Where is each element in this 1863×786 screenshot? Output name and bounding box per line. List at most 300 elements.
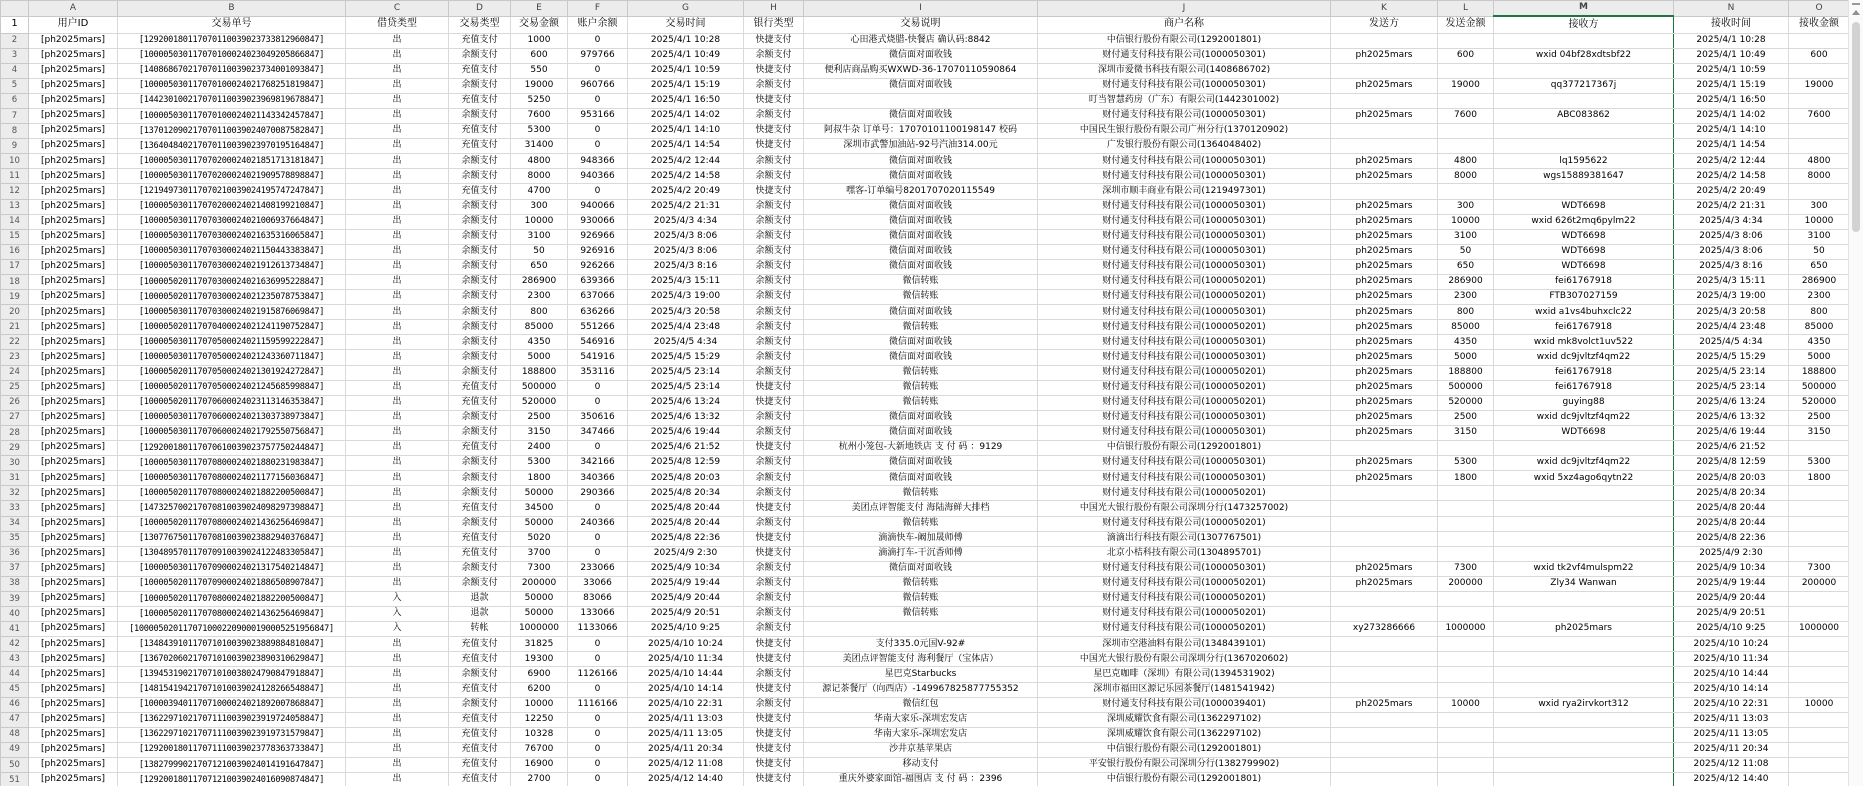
- cell-A5[interactable]: [ph2025mars]: [29, 78, 118, 93]
- cell-B23[interactable]: [100005030117070500024021243360711847]: [118, 350, 346, 365]
- cell-G47[interactable]: 2025/4/11 13:03: [628, 712, 744, 727]
- cell-M20[interactable]: wxid a1vs4buhxclc22: [1494, 305, 1674, 320]
- cell-K32[interactable]: [1331, 486, 1438, 501]
- scrollbar-split-handle[interactable]: [1852, 3, 1860, 5]
- cell-F14[interactable]: 930066: [568, 214, 628, 229]
- cell-K40[interactable]: [1331, 607, 1438, 622]
- cell-N45[interactable]: 2025/4/10 14:14: [1674, 682, 1789, 697]
- cell-I44[interactable]: 星巴克Starbucks: [804, 667, 1038, 682]
- column-letter-M[interactable]: M: [1494, 1, 1674, 17]
- cell-B5[interactable]: [100005030117070100024021768251819847]: [118, 78, 346, 93]
- cell-E40[interactable]: 50000: [511, 607, 568, 622]
- cell-K18[interactable]: ph2025mars: [1331, 275, 1438, 290]
- cell-J21[interactable]: 财付通支付科技有限公司(1000050201): [1038, 320, 1331, 335]
- cell-B20[interactable]: [100005030117070300024021915876069847]: [118, 305, 346, 320]
- cell-N9[interactable]: 2025/4/1 14:54: [1674, 139, 1789, 154]
- cell-K17[interactable]: ph2025mars: [1331, 259, 1438, 274]
- cell-L12[interactable]: [1438, 184, 1494, 199]
- cell-D10[interactable]: 余额支付: [449, 154, 511, 169]
- cell-H20[interactable]: 余额支付: [744, 305, 804, 320]
- cell-O44[interactable]: [1789, 667, 1850, 682]
- cell-N46[interactable]: 2025/4/10 22:31: [1674, 697, 1789, 712]
- cell-G22[interactable]: 2025/4/5 4:34: [628, 335, 744, 350]
- cell-D42[interactable]: 充值支付: [449, 637, 511, 652]
- cell-D2[interactable]: 充值支付: [449, 33, 511, 48]
- row-number[interactable]: 7: [1, 108, 29, 123]
- cell-B29[interactable]: [129200180117070610039023757750244847]: [118, 441, 346, 456]
- cell-L22[interactable]: 4350: [1438, 335, 1494, 350]
- cell-K10[interactable]: ph2025mars: [1331, 154, 1438, 169]
- cell-F48[interactable]: 0: [568, 727, 628, 742]
- cell-L42[interactable]: [1438, 637, 1494, 652]
- cell-B24[interactable]: [100005020117070500024021301924272847]: [118, 365, 346, 380]
- row-number[interactable]: 15: [1, 229, 29, 244]
- cell-H40[interactable]: 余额支付: [744, 607, 804, 622]
- cell-G33[interactable]: 2025/4/8 20:44: [628, 501, 744, 516]
- cell-E35[interactable]: 5020: [511, 531, 568, 546]
- cell-G41[interactable]: 2025/4/10 9:25: [628, 622, 744, 637]
- cell-B43[interactable]: [136702060217071010039023890310629847]: [118, 652, 346, 667]
- cell-H39[interactable]: 余额支付: [744, 591, 804, 606]
- cell-H25[interactable]: 快捷支付: [744, 380, 804, 395]
- cell-E37[interactable]: 7300: [511, 561, 568, 576]
- cell-H6[interactable]: 快捷支付: [744, 93, 804, 108]
- cell-A7[interactable]: [ph2025mars]: [29, 108, 118, 123]
- cell-C5[interactable]: 出: [346, 78, 449, 93]
- cell-M41[interactable]: ph2025mars: [1494, 622, 1674, 637]
- row-number[interactable]: 33: [1, 501, 29, 516]
- cell-K35[interactable]: [1331, 531, 1438, 546]
- row-number[interactable]: 26: [1, 395, 29, 410]
- cell-O43[interactable]: [1789, 652, 1850, 667]
- cell-C7[interactable]: 出: [346, 108, 449, 123]
- row-number[interactable]: 14: [1, 214, 29, 229]
- cell-H48[interactable]: 快捷支付: [744, 727, 804, 742]
- cell-F8[interactable]: 0: [568, 124, 628, 139]
- cell-K16[interactable]: ph2025mars: [1331, 244, 1438, 259]
- cell-K38[interactable]: ph2025mars: [1331, 576, 1438, 591]
- cell-G27[interactable]: 2025/4/6 13:32: [628, 410, 744, 425]
- cell-N15[interactable]: 2025/4/3 8:06: [1674, 229, 1789, 244]
- cell-I4[interactable]: 便利店商品购买WXWD-36-17070110590864: [804, 63, 1038, 78]
- cell-H45[interactable]: 快捷支付: [744, 682, 804, 697]
- cell-G36[interactable]: 2025/4/9 2:30: [628, 546, 744, 561]
- cell-D51[interactable]: 充值支付: [449, 773, 511, 786]
- cell-N42[interactable]: 2025/4/10 10:24: [1674, 637, 1789, 652]
- cell-L43[interactable]: [1438, 652, 1494, 667]
- cell-L24[interactable]: 188800: [1438, 365, 1494, 380]
- cell-N44[interactable]: 2025/4/10 14:44: [1674, 667, 1789, 682]
- column-letter-B[interactable]: B: [118, 1, 346, 17]
- cell-J38[interactable]: 财付通支付科技有限公司(1000050201): [1038, 576, 1331, 591]
- row-number[interactable]: 41: [1, 622, 29, 637]
- cell-N2[interactable]: 2025/4/1 10:28: [1674, 33, 1789, 48]
- cell-M29[interactable]: [1494, 441, 1674, 456]
- cell-A12[interactable]: [ph2025mars]: [29, 184, 118, 199]
- cell-N48[interactable]: 2025/4/11 13:05: [1674, 727, 1789, 742]
- cell-D21[interactable]: 余额支付: [449, 320, 511, 335]
- cell-G25[interactable]: 2025/4/5 23:14: [628, 380, 744, 395]
- cell-M43[interactable]: [1494, 652, 1674, 667]
- row-number[interactable]: 45: [1, 682, 29, 697]
- cell-D23[interactable]: 余额支付: [449, 350, 511, 365]
- cell-G38[interactable]: 2025/4/9 19:44: [628, 576, 744, 591]
- cell-E6[interactable]: 5250: [511, 93, 568, 108]
- cell-B34[interactable]: [100005020117070800024021436256469847]: [118, 516, 346, 531]
- cell-K44[interactable]: [1331, 667, 1438, 682]
- cell-K14[interactable]: ph2025mars: [1331, 214, 1438, 229]
- cell-A25[interactable]: [ph2025mars]: [29, 380, 118, 395]
- cell-O5[interactable]: 19000: [1789, 78, 1850, 93]
- cell-E51[interactable]: 2700: [511, 773, 568, 786]
- cell-C28[interactable]: 出: [346, 425, 449, 440]
- header-cell-F1[interactable]: 账户余额: [568, 16, 628, 33]
- cell-N11[interactable]: 2025/4/2 14:58: [1674, 169, 1789, 184]
- cell-D17[interactable]: 余额支付: [449, 259, 511, 274]
- cell-H33[interactable]: 快捷支付: [744, 501, 804, 516]
- cell-D45[interactable]: 充值支付: [449, 682, 511, 697]
- cell-B32[interactable]: [100005020117070800024021882200500847]: [118, 486, 346, 501]
- cell-K36[interactable]: [1331, 546, 1438, 561]
- cell-M46[interactable]: wxid rya2irvkort312: [1494, 697, 1674, 712]
- cell-H2[interactable]: 快捷支付: [744, 33, 804, 48]
- header-cell-N1[interactable]: 接收时间: [1674, 16, 1789, 33]
- cell-O19[interactable]: 2300: [1789, 290, 1850, 305]
- cell-A43[interactable]: [ph2025mars]: [29, 652, 118, 667]
- cell-J13[interactable]: 财付通支付科技有限公司(1000050301): [1038, 199, 1331, 214]
- cell-L27[interactable]: 2500: [1438, 410, 1494, 425]
- cell-A16[interactable]: [ph2025mars]: [29, 244, 118, 259]
- cell-H8[interactable]: 快捷支付: [744, 124, 804, 139]
- header-cell-M1[interactable]: 接收方: [1494, 16, 1674, 33]
- cell-K45[interactable]: [1331, 682, 1438, 697]
- row-number[interactable]: 10: [1, 154, 29, 169]
- cell-N13[interactable]: 2025/4/2 21:31: [1674, 199, 1789, 214]
- cell-N19[interactable]: 2025/4/3 19:00: [1674, 290, 1789, 305]
- cell-I2[interactable]: 心田港式烧腊-快餐店 确认码:8842: [804, 33, 1038, 48]
- cell-E42[interactable]: 31825: [511, 637, 568, 652]
- cell-J14[interactable]: 财付通支付科技有限公司(1000050301): [1038, 214, 1331, 229]
- cell-M16[interactable]: WDT6698: [1494, 244, 1674, 259]
- cell-G48[interactable]: 2025/4/11 13:05: [628, 727, 744, 742]
- cell-H16[interactable]: 余额支付: [744, 244, 804, 259]
- cell-C9[interactable]: 出: [346, 139, 449, 154]
- row-number[interactable]: 16: [1, 244, 29, 259]
- cell-F24[interactable]: 353116: [568, 365, 628, 380]
- cell-G35[interactable]: 2025/4/8 22:36: [628, 531, 744, 546]
- cell-A40[interactable]: [ph2025mars]: [29, 607, 118, 622]
- header-cell-O1[interactable]: 接收金额: [1789, 16, 1850, 33]
- cell-M12[interactable]: [1494, 184, 1674, 199]
- cell-G29[interactable]: 2025/4/6 21:52: [628, 441, 744, 456]
- cell-E44[interactable]: 6900: [511, 667, 568, 682]
- select-all-corner[interactable]: [1, 1, 29, 17]
- cell-L39[interactable]: [1438, 591, 1494, 606]
- cell-A6[interactable]: [ph2025mars]: [29, 93, 118, 108]
- cell-A51[interactable]: [ph2025mars]: [29, 773, 118, 786]
- cell-G16[interactable]: 2025/4/3 8:06: [628, 244, 744, 259]
- cell-O8[interactable]: [1789, 124, 1850, 139]
- cell-O47[interactable]: [1789, 712, 1850, 727]
- cell-J47[interactable]: 深圳威耀饮食有限公司(1362297102): [1038, 712, 1331, 727]
- cell-H23[interactable]: 余额支付: [744, 350, 804, 365]
- cell-G43[interactable]: 2025/4/10 11:34: [628, 652, 744, 667]
- cell-I42[interactable]: 支付335.0元国V-92#: [804, 637, 1038, 652]
- cell-L51[interactable]: [1438, 773, 1494, 786]
- cell-F28[interactable]: 347466: [568, 425, 628, 440]
- row-number[interactable]: 13: [1, 199, 29, 214]
- cell-A2[interactable]: [ph2025mars]: [29, 33, 118, 48]
- column-letter-C[interactable]: C: [346, 1, 449, 17]
- cell-B7[interactable]: [100005030117070100024021143342457847]: [118, 108, 346, 123]
- row-number[interactable]: 25: [1, 380, 29, 395]
- cell-I45[interactable]: 源记茶餐厅（向西店）-149967825877755352: [804, 682, 1038, 697]
- cell-M6[interactable]: [1494, 93, 1674, 108]
- cell-O12[interactable]: [1789, 184, 1850, 199]
- cell-N6[interactable]: 2025/4/1 16:50: [1674, 93, 1789, 108]
- cell-O40[interactable]: [1789, 607, 1850, 622]
- row-number[interactable]: 21: [1, 320, 29, 335]
- cell-D29[interactable]: 充值支付: [449, 441, 511, 456]
- cell-E21[interactable]: 85000: [511, 320, 568, 335]
- cell-O31[interactable]: 1800: [1789, 471, 1850, 486]
- cell-J41[interactable]: 财付通支付科技有限公司(1000050201): [1038, 622, 1331, 637]
- cell-I46[interactable]: 微信红包: [804, 697, 1038, 712]
- cell-H51[interactable]: 快捷支付: [744, 773, 804, 786]
- cell-C38[interactable]: 出: [346, 576, 449, 591]
- cell-L4[interactable]: [1438, 63, 1494, 78]
- cell-B47[interactable]: [136229710217071110039023919724058847]: [118, 712, 346, 727]
- cell-N35[interactable]: 2025/4/8 22:36: [1674, 531, 1789, 546]
- cell-E2[interactable]: 1000: [511, 33, 568, 48]
- cell-B51[interactable]: [129200180117071210039024016090874847]: [118, 773, 346, 786]
- cell-B41[interactable]: [1000050201170710002209000190005251956847]: [118, 622, 346, 637]
- column-letter-D[interactable]: D: [449, 1, 511, 17]
- cell-A15[interactable]: [ph2025mars]: [29, 229, 118, 244]
- cell-A24[interactable]: [ph2025mars]: [29, 365, 118, 380]
- cell-D20[interactable]: 余额支付: [449, 305, 511, 320]
- cell-A13[interactable]: [ph2025mars]: [29, 199, 118, 214]
- cell-G34[interactable]: 2025/4/8 20:44: [628, 516, 744, 531]
- cell-C3[interactable]: 出: [346, 48, 449, 63]
- cell-L49[interactable]: [1438, 742, 1494, 757]
- cell-L37[interactable]: 7300: [1438, 561, 1494, 576]
- cell-F30[interactable]: 342166: [568, 456, 628, 471]
- cell-C22[interactable]: 出: [346, 335, 449, 350]
- cell-M28[interactable]: WDT6698: [1494, 425, 1674, 440]
- cell-C42[interactable]: 出: [346, 637, 449, 652]
- row-number[interactable]: 37: [1, 561, 29, 576]
- cell-F16[interactable]: 926916: [568, 244, 628, 259]
- cell-I10[interactable]: 微信面对面收钱: [804, 154, 1038, 169]
- row-number[interactable]: 3: [1, 48, 29, 63]
- column-letter-G[interactable]: G: [628, 1, 744, 17]
- cell-G18[interactable]: 2025/4/3 15:11: [628, 275, 744, 290]
- cell-E50[interactable]: 16900: [511, 758, 568, 773]
- cell-D27[interactable]: 余额支付: [449, 410, 511, 425]
- header-cell-D1[interactable]: 交易类型: [449, 16, 511, 33]
- cell-F20[interactable]: 636266: [568, 305, 628, 320]
- row-number[interactable]: 35: [1, 531, 29, 546]
- cell-N4[interactable]: 2025/4/1 10:59: [1674, 63, 1789, 78]
- cell-N34[interactable]: 2025/4/8 20:44: [1674, 516, 1789, 531]
- cell-C21[interactable]: 出: [346, 320, 449, 335]
- cell-N33[interactable]: 2025/4/8 20:44: [1674, 501, 1789, 516]
- cell-B49[interactable]: [129200180117071110039023778363733847]: [118, 742, 346, 757]
- cell-K3[interactable]: ph2025mars: [1331, 48, 1438, 63]
- cell-O51[interactable]: [1789, 773, 1850, 786]
- cell-H22[interactable]: 余额支付: [744, 335, 804, 350]
- cell-L10[interactable]: 4800: [1438, 154, 1494, 169]
- cell-K6[interactable]: [1331, 93, 1438, 108]
- cell-E36[interactable]: 3700: [511, 546, 568, 561]
- cell-N16[interactable]: 2025/4/3 8:06: [1674, 244, 1789, 259]
- cell-L26[interactable]: 520000: [1438, 395, 1494, 410]
- cell-D38[interactable]: 余额支付: [449, 576, 511, 591]
- cell-I43[interactable]: 美团点评智能支付 海利餐厅（宝体店）: [804, 652, 1038, 667]
- cell-N18[interactable]: 2025/4/3 15:11: [1674, 275, 1789, 290]
- cell-M48[interactable]: [1494, 727, 1674, 742]
- cell-L5[interactable]: 19000: [1438, 78, 1494, 93]
- cell-F33[interactable]: 0: [568, 501, 628, 516]
- cell-F4[interactable]: 0: [568, 63, 628, 78]
- cell-I7[interactable]: 微信面对面收钱: [804, 108, 1038, 123]
- cell-J50[interactable]: 平安银行股份有限公司深圳分行(1382799902): [1038, 758, 1331, 773]
- cell-D9[interactable]: 充值支付: [449, 139, 511, 154]
- cell-C41[interactable]: 入: [346, 622, 449, 637]
- cell-D24[interactable]: 余额支付: [449, 365, 511, 380]
- cell-J12[interactable]: 深圳市顺丰商业有限公司(1219497301): [1038, 184, 1331, 199]
- cell-H13[interactable]: 余额支付: [744, 199, 804, 214]
- row-number[interactable]: 42: [1, 637, 29, 652]
- cell-J46[interactable]: 财付通支付科技有限公司(1000039401): [1038, 697, 1331, 712]
- cell-B14[interactable]: [100005030117070300024021006937664847]: [118, 214, 346, 229]
- cell-G49[interactable]: 2025/4/11 20:34: [628, 742, 744, 757]
- cell-K39[interactable]: [1331, 591, 1438, 606]
- cell-B19[interactable]: [100005020117070300024021235078753847]: [118, 290, 346, 305]
- cell-F27[interactable]: 350616: [568, 410, 628, 425]
- cell-O37[interactable]: 7300: [1789, 561, 1850, 576]
- cell-K43[interactable]: [1331, 652, 1438, 667]
- row-number[interactable]: 44: [1, 667, 29, 682]
- cell-D14[interactable]: 余额支付: [449, 214, 511, 229]
- cell-K24[interactable]: ph2025mars: [1331, 365, 1438, 380]
- cell-B48[interactable]: [136229710217071110039023919731579847]: [118, 727, 346, 742]
- cell-B22[interactable]: [100005030117070500024021159599222847]: [118, 335, 346, 350]
- cell-M47[interactable]: [1494, 712, 1674, 727]
- cell-K31[interactable]: ph2025mars: [1331, 471, 1438, 486]
- cell-D37[interactable]: 余额支付: [449, 561, 511, 576]
- cell-C24[interactable]: 出: [346, 365, 449, 380]
- cell-G39[interactable]: 2025/4/9 20:44: [628, 591, 744, 606]
- cell-I39[interactable]: 微信转账: [804, 591, 1038, 606]
- cell-M18[interactable]: fei61767918: [1494, 275, 1674, 290]
- cell-O4[interactable]: [1789, 63, 1850, 78]
- cell-A37[interactable]: [ph2025mars]: [29, 561, 118, 576]
- cell-J18[interactable]: 财付通支付科技有限公司(1000050201): [1038, 275, 1331, 290]
- cell-N26[interactable]: 2025/4/6 13:24: [1674, 395, 1789, 410]
- cell-F13[interactable]: 940066: [568, 199, 628, 214]
- cell-D35[interactable]: 充值支付: [449, 531, 511, 546]
- cell-B10[interactable]: [100005030117070200024021851713181847]: [118, 154, 346, 169]
- cell-N20[interactable]: 2025/4/3 20:58: [1674, 305, 1789, 320]
- cell-E24[interactable]: 188800: [511, 365, 568, 380]
- cell-L44[interactable]: [1438, 667, 1494, 682]
- cell-O13[interactable]: 300: [1789, 199, 1850, 214]
- cell-H4[interactable]: 快捷支付: [744, 63, 804, 78]
- cell-D44[interactable]: 余额支付: [449, 667, 511, 682]
- cell-H47[interactable]: 快捷支付: [744, 712, 804, 727]
- cell-C43[interactable]: 出: [346, 652, 449, 667]
- cell-O28[interactable]: 3150: [1789, 425, 1850, 440]
- cell-H31[interactable]: 余额支付: [744, 471, 804, 486]
- cell-L3[interactable]: 600: [1438, 48, 1494, 63]
- cell-K11[interactable]: ph2025mars: [1331, 169, 1438, 184]
- cell-G20[interactable]: 2025/4/3 20:58: [628, 305, 744, 320]
- cell-K27[interactable]: ph2025mars: [1331, 410, 1438, 425]
- cell-C8[interactable]: 出: [346, 124, 449, 139]
- cell-D49[interactable]: 充值支付: [449, 742, 511, 757]
- cell-I11[interactable]: 微信面对面收钱: [804, 169, 1038, 184]
- cell-A34[interactable]: [ph2025mars]: [29, 516, 118, 531]
- cell-M7[interactable]: ABC083862: [1494, 108, 1674, 123]
- cell-E18[interactable]: 286900: [511, 275, 568, 290]
- cell-D30[interactable]: 余额支付: [449, 456, 511, 471]
- cell-G19[interactable]: 2025/4/3 19:00: [628, 290, 744, 305]
- cell-K12[interactable]: [1331, 184, 1438, 199]
- cell-O14[interactable]: 10000: [1789, 214, 1850, 229]
- cell-J51[interactable]: 中信银行股份有限公司(1292001801): [1038, 773, 1331, 786]
- cell-B36[interactable]: [130489570117070910039024122483305847]: [118, 546, 346, 561]
- cell-L34[interactable]: [1438, 516, 1494, 531]
- cell-B40[interactable]: [100005020117070800024021436256469847]: [118, 607, 346, 622]
- cell-F7[interactable]: 953166: [568, 108, 628, 123]
- cell-F3[interactable]: 979766: [568, 48, 628, 63]
- cell-C18[interactable]: 出: [346, 275, 449, 290]
- cell-N30[interactable]: 2025/4/8 12:59: [1674, 456, 1789, 471]
- cell-K25[interactable]: ph2025mars: [1331, 380, 1438, 395]
- cell-K47[interactable]: [1331, 712, 1438, 727]
- cell-M36[interactable]: [1494, 546, 1674, 561]
- cell-A47[interactable]: [ph2025mars]: [29, 712, 118, 727]
- cell-O46[interactable]: 10000: [1789, 697, 1850, 712]
- cell-J9[interactable]: 广发银行股份有限公司(1364048402): [1038, 139, 1331, 154]
- cell-F35[interactable]: 0: [568, 531, 628, 546]
- cell-N7[interactable]: 2025/4/1 14:02: [1674, 108, 1789, 123]
- cell-L18[interactable]: 286900: [1438, 275, 1494, 290]
- cell-L35[interactable]: [1438, 531, 1494, 546]
- cell-I32[interactable]: 微信转账: [804, 486, 1038, 501]
- cell-J49[interactable]: 中信银行股份有限公司(1292001801): [1038, 742, 1331, 757]
- cell-C45[interactable]: 出: [346, 682, 449, 697]
- cell-H9[interactable]: 快捷支付: [744, 139, 804, 154]
- cell-A45[interactable]: [ph2025mars]: [29, 682, 118, 697]
- cell-F9[interactable]: 0: [568, 139, 628, 154]
- column-letter-I[interactable]: I: [804, 1, 1038, 17]
- cell-E22[interactable]: 4350: [511, 335, 568, 350]
- header-cell-J1[interactable]: 商户名称: [1038, 16, 1331, 33]
- cell-N21[interactable]: 2025/4/4 23:48: [1674, 320, 1789, 335]
- cell-E23[interactable]: 5000: [511, 350, 568, 365]
- cell-K34[interactable]: [1331, 516, 1438, 531]
- header-cell-C1[interactable]: 借贷类型: [346, 16, 449, 33]
- cell-E25[interactable]: 500000: [511, 380, 568, 395]
- row-number[interactable]: 29: [1, 441, 29, 456]
- row-number[interactable]: 22: [1, 335, 29, 350]
- cell-L33[interactable]: [1438, 501, 1494, 516]
- cell-H44[interactable]: 余额支付: [744, 667, 804, 682]
- cell-C32[interactable]: 出: [346, 486, 449, 501]
